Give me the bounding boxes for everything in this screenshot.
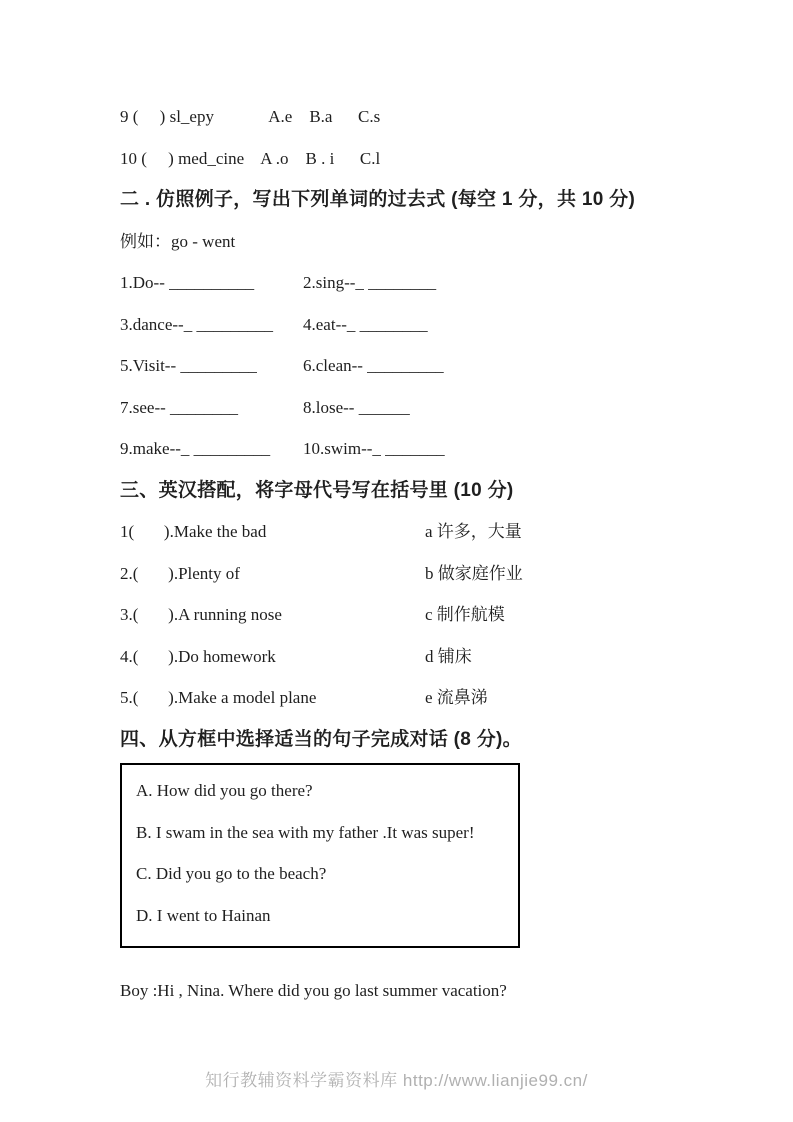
match-chinese: a 许多，大量 [425, 522, 522, 541]
section-2-example: 例如：go - went [120, 231, 236, 251]
past-tense-item: 10.swim--_ _______ [303, 439, 445, 458]
past-tense-item: 9.make--_ _________ [120, 439, 271, 458]
section-4-title: 四、从方框中选择适当的句子完成对话 (8 分)。 [120, 728, 522, 750]
match-english: 3.( ).A running nose [120, 605, 282, 624]
option-d: D. I went to Hainan [136, 905, 271, 925]
past-tense-item: 5.Visit-- _________ [120, 356, 257, 375]
past-tense-item: 7.see-- ________ [120, 397, 239, 417]
match-chinese: e 流鼻涕 [425, 688, 488, 707]
past-tense-row [120, 345, 700, 387]
past-tense-item: 1.Do-- __________ [120, 273, 255, 292]
match-chinese: b 做家庭作业 [425, 563, 523, 583]
match-row [120, 553, 700, 595]
section-3-title: 三、英汉搭配，将字母代号写在括号里 (10 分) [120, 479, 514, 501]
question-9-line: 9 ( ) sl_epy A.e B.a C.s [120, 107, 381, 126]
worksheet-page [120, 96, 700, 1012]
match-english: 4.( ).Do homework [120, 646, 276, 666]
past-tense-row [120, 262, 700, 304]
question-10-line: 10 ( ) med_cine A .o B . i C.l [120, 148, 381, 168]
option-b: B. I swam in the sea with my father .It was super! [136, 822, 475, 842]
section-2-title: 二 . 仿照例子，写出下列单词的过去式 (每空 1 分，共 10 分) [120, 189, 636, 210]
past-tense-item: 3.dance--_ _________ [120, 314, 273, 334]
match-english: 1( ).Make the bad [120, 522, 267, 541]
past-tense-row [120, 304, 700, 346]
past-tense-item: 6.clean-- _________ [303, 356, 444, 375]
past-tense-item: 2.sing--_ ________ [303, 273, 437, 292]
match-row [120, 511, 700, 553]
option-c: C. Did you go to the beach? [136, 864, 327, 883]
match-row [120, 677, 700, 719]
options-box [120, 763, 520, 948]
match-english: 2.( ).Plenty of [120, 563, 240, 583]
past-tense-item: 8.lose-- ______ [303, 397, 410, 417]
match-english: 5.( ).Make a model plane [120, 688, 317, 707]
past-tense-row [120, 428, 700, 470]
past-tense-item: 4.eat--_ ________ [303, 314, 428, 334]
dialog-boy-line: Boy :Hi , Nina. Where did you go last summer vacation? [120, 981, 507, 1000]
option-a: A. How did you go there? [136, 781, 313, 800]
match-chinese: c 制作航模 [425, 605, 505, 624]
match-chinese: d 铺床 [425, 646, 472, 666]
past-tense-row [120, 387, 700, 429]
footer-watermark: 知行教辅资料学霸资料库 http://www.lianjie99.cn/ [205, 1071, 588, 1090]
match-row [120, 594, 700, 636]
match-row [120, 636, 700, 678]
